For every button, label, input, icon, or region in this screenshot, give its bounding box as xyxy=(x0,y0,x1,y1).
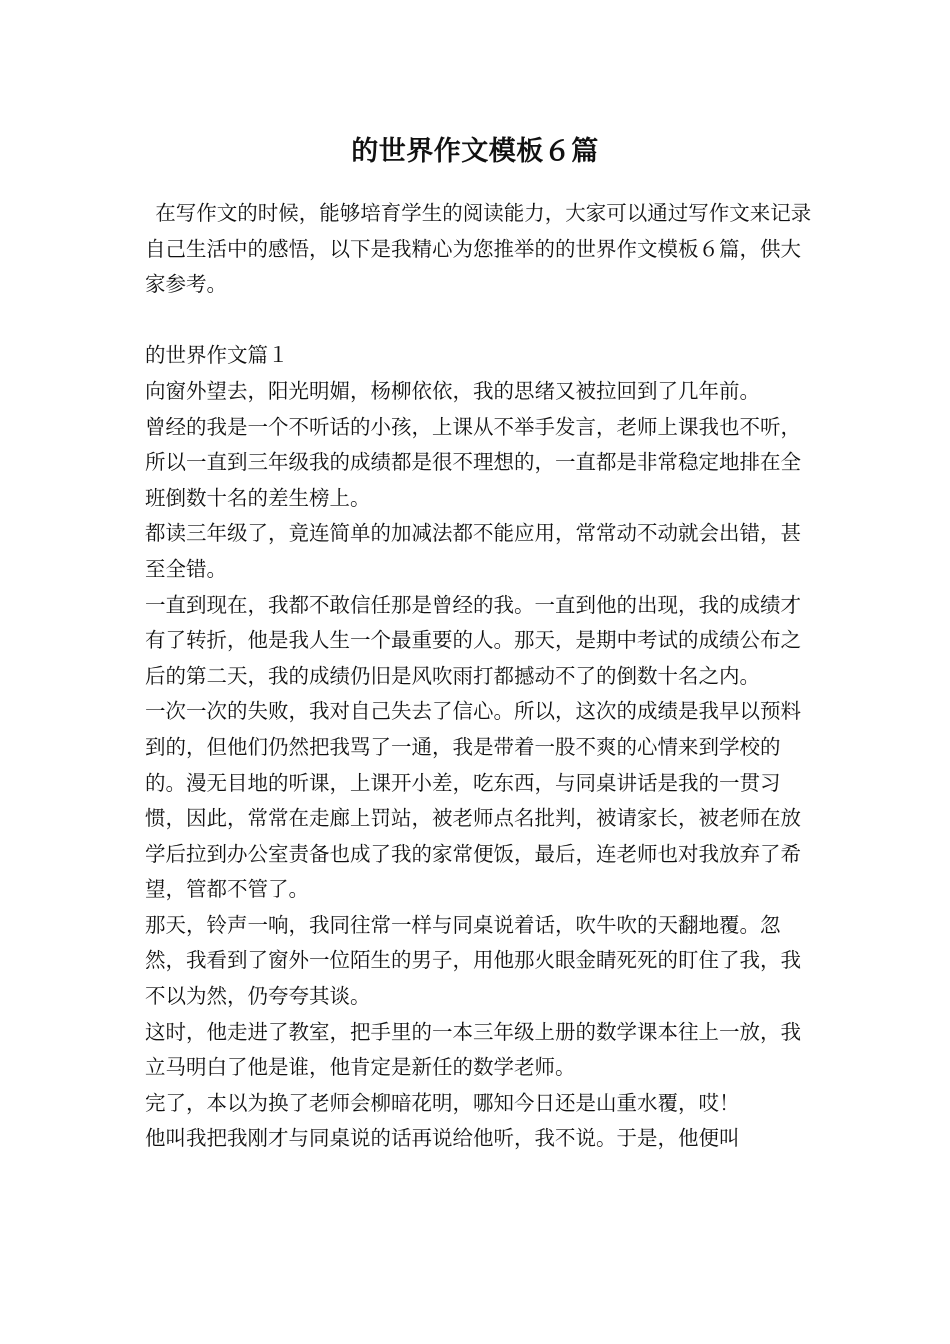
blank-line xyxy=(145,303,815,339)
body-paragraph: 向窗外望去，阳光明媚，杨柳依依，我的思绪又被拉回到了几年前。 xyxy=(145,378,760,403)
body-paragraph: 一次一次的失败，我对自己失去了信心。所以，这次的成绩是我早以预料到的，但他们仍然把我骂了一通，我是带着一股不爽的心情来到学校的的。漫无目地的听课，上课开小差，吃东西，与同桌讲话是我的一贯习惯，因此，常常在走廊上罚站，被老师点名批判，被请家长，被老师在放学后拉到办公室责备也成了我的家常便饭，最后，连老师也对我放弃了希望，管都不管了。 xyxy=(145,699,801,902)
body-paragraph: 这时，他走进了教室，把手里的一本三年级上册的数学课本往上一放，我立马明白了他是谁，他肯定是新任的数学老师。 xyxy=(145,1019,801,1080)
body-paragraph: 都读三年级了，竟连简单的加减法都不能应用，常常动不动就会出错，甚至全错。 xyxy=(145,521,801,581)
body-paragraph: 一直到现在，我都不敢信任那是曾经的我。一直到他的出现，我的成绩才有了转折，他是我人生一个最重要的人。那天，是期中考试的成绩公布之后的第二天，我的成绩仍旧是风吹雨打都撼动不了的倒数十名之内。 xyxy=(145,592,801,688)
body-paragraph: 完了，本以为换了老师会柳暗花明，哪知今日还是山重水覆，哎！ xyxy=(145,1090,740,1115)
body-paragraph: 那天，铃声一响，我同往常一样与同桌说着话，吹牛吹的天翻地覆。忽然，我看到了窗外一位陌生的男子，用他那火眼金睛死死的盯住了我，我不以为然，仍夸夸其谈。 xyxy=(145,912,801,1009)
body-paragraph: 曾经的我是一个不听话的小孩，上课从不举手发言，老师上课我也不听，所以一直到三年级我的成绩都是很不理想的，一直都是非常稳定地排在全班倒数十名的差生榜上。 xyxy=(145,414,801,510)
document-title: 的世界作文模板６篇 xyxy=(351,136,599,167)
document-body xyxy=(145,196,815,1157)
body-paragraph: 他叫我把我刚才与同桌说的话再说给他听，我不说。于是，他便叫 xyxy=(145,1126,740,1151)
section-heading: 的世界作文篇１ xyxy=(145,343,289,368)
intro-paragraph: 在写作文的时候，能够培育学生的阅读能力，大家可以通过写作文来记录自己生活中的感悟，以下是我精心为您推举的的世界作文模板６篇，供大家参考。 xyxy=(145,201,812,297)
